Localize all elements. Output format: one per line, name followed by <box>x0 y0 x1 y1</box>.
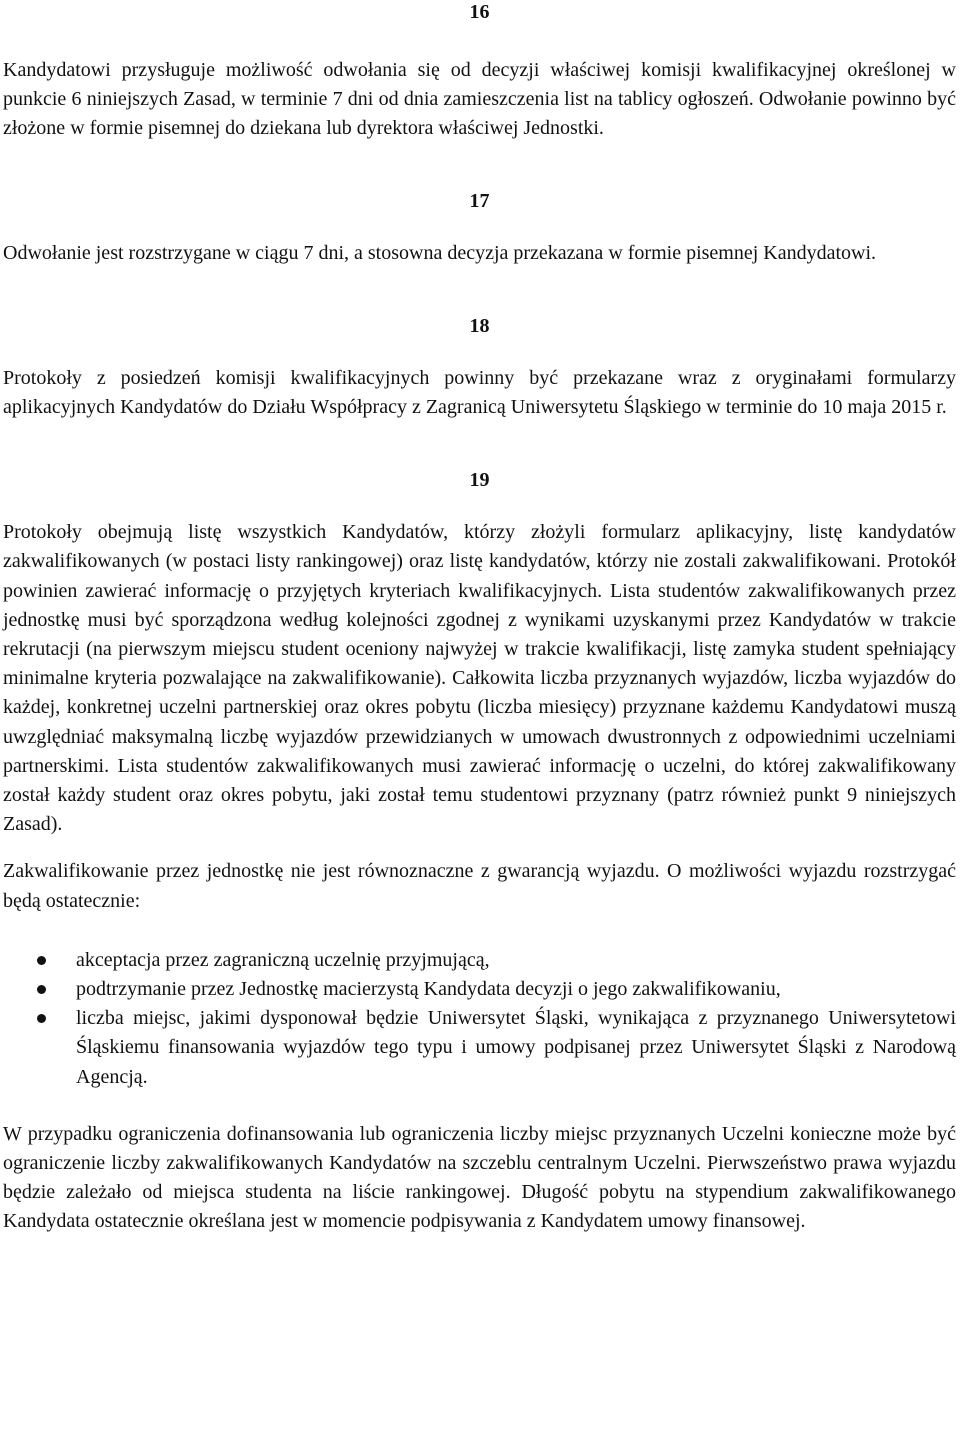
bullet-icon <box>37 985 46 994</box>
section-number: 17 <box>469 189 490 212</box>
bullet-icon <box>37 1014 46 1023</box>
paragraph: Protokoły obejmują listę wszystkich Kandydatów, którzy złożyli formularz aplikacyjny, listę kandydatów zakwalifikowanych (w postaci listy rankingowej) oraz listę kandydatów, którzy nie zostali zakwalifikowani. Protokół powinien zawierać informację o przyjętych kryteriach kwalifikacyjnych. Lista studentów zakwalifikowanych przez jednostkę musi być sporządzona według kolejności zgodnej z wynikami uzyskanymi przez Kandydatów w trakcie rekrutacji (na pierwszym miejscu student oceniony najwyżej w trakcie kwalifikacji, listę zamyka student spełniający minimalne kryteria pozwalające na zakwalifikowanie). Całkowita liczba przyznanych wyjazdów, liczba wyjazdów do każdej, konkretnej uczelni partnerskiej oraz okres pobytu (liczba miesięcy) przyznane każdemu Kandydatowi muszą uwzględniać maksymalną liczbę wyjazdów przewidzianych w umowach dwustronnych z odpowiednimi uczelniami partnerskimi. Lista studentów zakwalifikowanych musi zawierać informację o uczelni, do której zakwalifikowany został każdy student oraz okres pobytu, jaki został temu studentowi przyznany (patrz również punkt 9 niniejszych Zasad). <box>3 521 956 836</box>
list-item <box>3 975 956 1004</box>
paragraph: Zakwalifikowanie przez jednostkę nie jest równoznaczne z gwarancją wyjazdu. O możliwości wyjazdu rozstrzygać będą ostatecznie: <box>3 860 956 912</box>
list-item <box>3 946 956 975</box>
document-page <box>3 0 956 1237</box>
section-number: 18 <box>469 314 490 337</box>
list-item-text: akceptacja przez zagraniczną uczelnię przyjmującą, <box>76 948 490 971</box>
bullet-icon <box>37 956 46 965</box>
section-19 <box>3 468 956 1236</box>
bullet-list <box>3 946 956 1092</box>
paragraph: Protokoły z posiedzeń komisji kwalifikacyjnych powinny być przekazane wraz z oryginałami formularzy aplikacyjnych Kandydatów do Działu Współpracy z Zagranicą Uniwersytetu Śląskiego w terminie do 10 maja 2015 r. <box>3 366 956 419</box>
section-17 <box>3 189 956 268</box>
section-number: 19 <box>469 469 490 492</box>
list-item-text: podtrzymanie przez Jednostkę macierzystą Kandydata decyzji o jego zakwalifikowaniu, <box>76 978 781 1001</box>
paragraph: Odwołanie jest rozstrzygane w ciągu 7 dni, a stosowna decyzja przekazana w formie pisemnej Kandydatowi. <box>3 241 877 264</box>
list-item-text: liczba miejsc, jakimi dysponował będzie Uniwersytet Śląski, wynikająca z przyznanego Uniwersytetowi Śląskiemu finansowania wyjazdów tego typu i umowy podpisanej przez Uniwersytet Śląski z Narodową Agencją. <box>76 1007 956 1088</box>
paragraph: W przypadku ograniczenia dofinansowania lub ograniczenia liczby miejsc przyznanych Uczelni konieczne może być ograniczenie liczby zakwalifikowanych Kandydatów na szczeblu centralnym Uczelni. Pierwszeństwo prawa wyjazdu będzie zależało od miejsca studenta na liście rankingowej. Długość pobytu na stypendium zakwalifikowanego Kandydata ostatecznie określana jest w momencie podpisywania z Kandydatem umowy finansowej. <box>3 1122 956 1233</box>
paragraph: Kandydatowi przysługuje możliwość odwołania się od decyzji właściwej komisji kwalifikacyjnej określonej w punkcie 6 niniejszych Zasad, w terminie 7 dni od dnia zamieszczenia list na tablicy ogłoszeń. Odwołanie powinno być złożone w formie pisemnej do dziekana lub dyrektora właściwej Jednostki. <box>3 59 956 140</box>
section-number: 16 <box>469 1 490 23</box>
section-16 <box>3 0 956 144</box>
list-item <box>3 1004 956 1092</box>
section-18 <box>3 314 956 422</box>
